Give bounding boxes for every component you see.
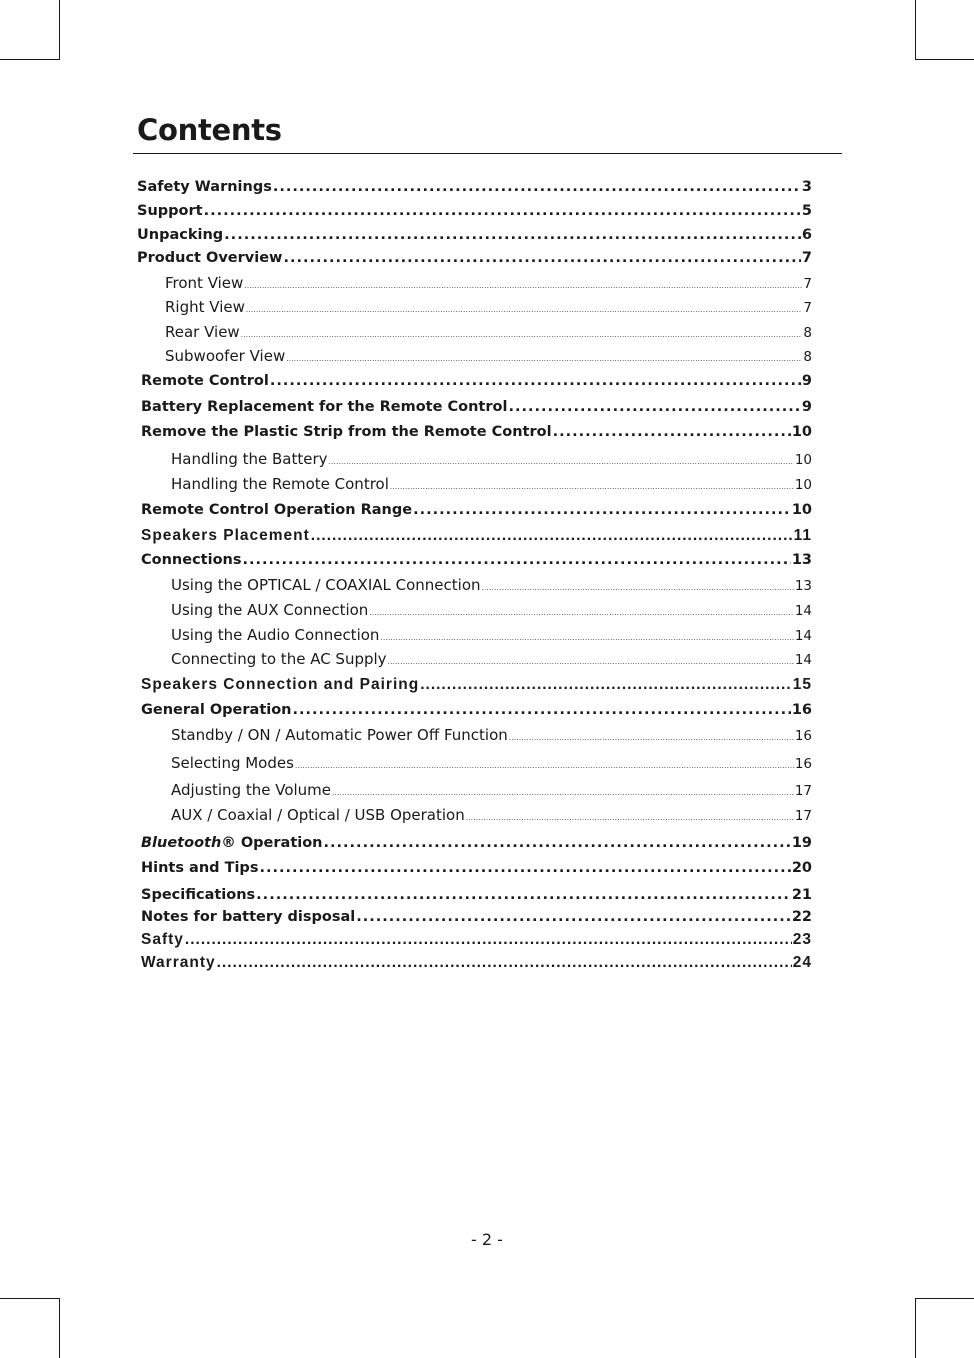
toc-entry <box>165 349 812 365</box>
toc-entry <box>171 808 812 824</box>
toc-page-number: 9 <box>801 373 812 389</box>
toc-leader-dots <box>509 735 794 742</box>
toc-entry-title: Handling the Battery <box>171 450 328 468</box>
toc-page-number: 5 <box>801 203 812 219</box>
toc-leader-dots <box>286 356 802 363</box>
toc-entry <box>137 204 812 219</box>
toc-entry <box>171 477 812 493</box>
toc-page-number: 7 <box>801 250 812 266</box>
toc-page-number: 17 <box>794 783 812 799</box>
toc-leader-dots <box>332 790 794 797</box>
toc-leader-dots <box>329 459 794 466</box>
toc-page-number: 7 <box>803 300 812 316</box>
toc-entry-title: Specifications <box>141 887 256 903</box>
toc-entry-title: Connecting to the AC Supply <box>171 650 387 668</box>
toc-entry-title: Safety Warnings <box>137 179 272 195</box>
toc-leader-dots <box>553 425 791 440</box>
toc-page-number: 16 <box>794 728 812 744</box>
toc-leader-dots <box>466 815 794 822</box>
toc-entry <box>141 503 812 518</box>
toc-entry <box>141 677 812 693</box>
toc-leader-dots <box>283 251 800 266</box>
toc-entry <box>171 652 812 668</box>
toc-entry <box>141 425 812 440</box>
toc-entry-title: Subwoofer View <box>165 347 286 365</box>
toc-entry-title <box>141 836 323 851</box>
toc-entry-title: Right View <box>165 298 245 316</box>
toc-entry <box>141 955 812 971</box>
toc-leader-dots <box>369 610 794 617</box>
toc-leader-dots <box>185 932 792 948</box>
toc-entry-title-rest: Operation <box>235 835 323 851</box>
toc-entry <box>171 783 812 799</box>
toc-entry <box>141 861 812 876</box>
toc-page-number: 20 <box>791 860 812 876</box>
toc-entry <box>141 888 812 903</box>
toc-entry <box>171 603 812 619</box>
toc-entry-title: Support <box>137 203 203 219</box>
toc-page-number: 15 <box>792 676 812 693</box>
toc-entry-title: Hints and Tips <box>141 860 259 876</box>
toc-page-number: 10 <box>791 424 812 440</box>
toc-entry-title: Front View <box>165 274 244 292</box>
toc-leader-dots <box>243 553 791 568</box>
toc-leader-dots <box>270 374 801 389</box>
toc-entry <box>137 228 812 243</box>
toc-entry-title: Connections <box>141 552 242 568</box>
toc-page-number: 14 <box>794 628 812 644</box>
toc-leader-dots <box>380 635 793 642</box>
toc-entry <box>141 553 812 568</box>
toc-page-number: 22 <box>791 909 812 925</box>
toc-leader-dots <box>356 910 791 925</box>
toc-page-number: 9 <box>801 399 812 415</box>
toc-entry-title: Handling the Remote Control <box>171 475 389 493</box>
toc-leader-dots <box>390 484 794 491</box>
toc-entry <box>165 276 812 292</box>
toc-leader-dots <box>204 204 801 219</box>
toc-entry <box>141 400 812 415</box>
toc-leader-dots <box>295 763 794 770</box>
toc-page-number: 13 <box>794 578 812 594</box>
toc-entry <box>141 703 812 718</box>
toc-entry <box>171 452 812 468</box>
toc-leader-dots <box>324 836 791 851</box>
toc-page-number: 8 <box>803 325 812 341</box>
toc-entry-title: General Operation <box>141 702 292 718</box>
toc-leader-dots <box>420 677 792 693</box>
toc-leader-dots <box>388 659 794 666</box>
toc-entry <box>137 180 812 195</box>
toc-page-number: 24 <box>792 954 812 971</box>
toc-entry-title: Speakers Connection and Pairing <box>141 676 420 693</box>
toc-page-number: 10 <box>791 502 812 518</box>
page-title: Contents <box>137 113 282 147</box>
toc-entry-title: AUX / Coaxial / Optical / USB Operation <box>171 806 465 824</box>
toc-page-number: 3 <box>801 179 812 195</box>
toc-page-number: 10 <box>794 477 812 493</box>
toc-entry <box>141 374 812 389</box>
toc-page-number: 7 <box>803 276 812 292</box>
toc-entry-title: Notes for battery disposal <box>141 909 356 925</box>
toc-page-number: 23 <box>792 931 812 948</box>
toc-entry <box>171 756 812 772</box>
toc-entry-title: Remote Control Operation Range <box>141 502 413 518</box>
toc-leader-dots <box>246 307 803 314</box>
toc-entry <box>141 910 812 925</box>
toc-entry-title: Rear View <box>165 323 240 341</box>
toc-entry-title: Speakers Placement <box>141 527 310 544</box>
toc-entry <box>171 728 812 744</box>
page-number: - 2 - <box>471 1230 503 1249</box>
toc-entry-title: Remote Control <box>141 373 269 389</box>
toc-leader-dots <box>256 888 791 903</box>
toc-entry-title: Safty <box>141 931 184 948</box>
toc-page-number: 17 <box>794 808 812 824</box>
toc-page-number: 16 <box>791 702 812 718</box>
toc-page-number: 11 <box>793 527 812 544</box>
toc-page-number: 13 <box>791 552 812 568</box>
toc-entry <box>141 932 812 948</box>
toc-entry <box>141 836 812 851</box>
toc-leader-dots <box>508 400 800 415</box>
toc-entry <box>165 300 812 316</box>
toc-leader-dots <box>224 228 801 243</box>
toc-entry-title-italic: Bluetooth® <box>141 835 236 851</box>
toc-entry-title: Product Overview <box>137 250 283 266</box>
toc-page-number: 10 <box>794 452 812 468</box>
toc-page-number: 6 <box>801 227 812 243</box>
toc-leader-dots <box>259 861 790 876</box>
toc-entry <box>137 251 812 266</box>
toc-entry-title: Using the OPTICAL / COAXIAL Connection <box>171 576 481 594</box>
toc-entry-title: Standby / ON / Automatic Power Off Function <box>171 726 508 744</box>
toc-leader-dots <box>273 180 801 195</box>
toc-entry-title: Adjusting the Volume <box>171 781 332 799</box>
toc-entry <box>171 628 812 644</box>
toc-leader-dots <box>311 528 793 544</box>
toc-entry-title: Selecting Modes <box>171 754 294 772</box>
toc-page-number: 16 <box>794 756 812 772</box>
toc-entry-title: Battery Replacement for the Remote Control <box>141 399 508 415</box>
toc-leader-dots <box>293 703 791 718</box>
toc-entry <box>171 578 812 594</box>
toc-page-number: 8 <box>803 349 812 365</box>
toc-leader-dots <box>244 283 802 290</box>
toc-entry <box>165 325 812 341</box>
toc-entry-title: Warranty <box>141 954 216 971</box>
toc-entry-title: Remove the Plastic Strip from the Remote Control <box>141 424 552 440</box>
toc-entry-title: Using the AUX Connection <box>171 601 369 619</box>
toc-entry-title: Using the Audio Connection <box>171 626 380 644</box>
toc-page-number: 21 <box>791 887 812 903</box>
toc-page-number: 14 <box>794 652 812 668</box>
toc-entry-title: Unpacking <box>137 227 224 243</box>
toc-leader-dots <box>413 503 791 518</box>
toc-leader-dots <box>241 332 803 339</box>
toc-leader-dots <box>217 955 792 971</box>
toc-page-number: 14 <box>794 603 812 619</box>
toc-leader-dots <box>482 585 794 592</box>
toc-page-number: 19 <box>791 835 812 851</box>
toc-entry <box>141 528 812 544</box>
